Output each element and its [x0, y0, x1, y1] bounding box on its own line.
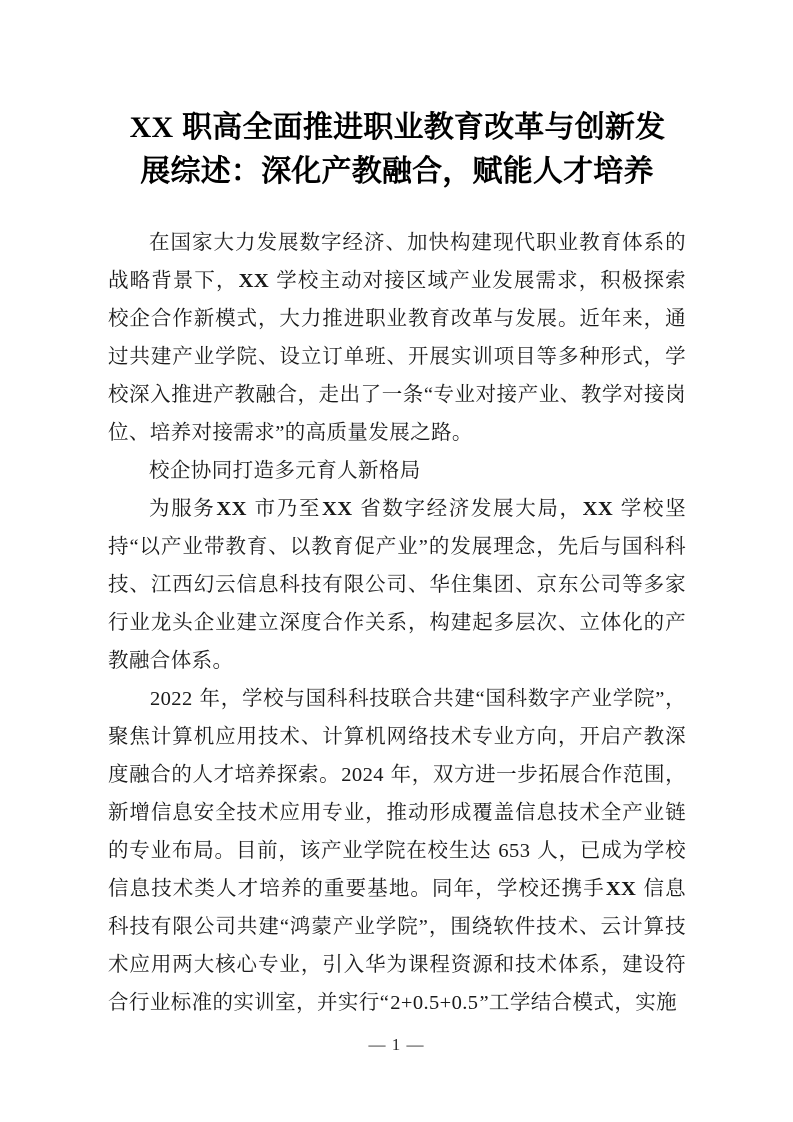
latin-token: XX [216, 498, 247, 520]
title-line-2: 展综述：深化产教融合，赋能人才培养 [140, 155, 654, 188]
numeric-token: 653 [498, 840, 531, 862]
document-body [108, 224, 686, 1022]
document-content [108, 0, 686, 1022]
latin-token: XX [582, 498, 614, 520]
latin-token: XX [322, 498, 353, 520]
numeric-token: 2+0.5+0.5 [390, 992, 479, 1014]
latin-token: XX [129, 111, 174, 144]
latin-token: XX [238, 270, 270, 292]
latin-token: XX [605, 878, 637, 900]
numeric-token: 2022 [150, 688, 193, 710]
title-line-1: XX 职高全面推进职业教育改革与创新发 [129, 111, 666, 144]
paragraph-intro: 在国家大力发展数字经济、加快构建现代职业教育体系的战略背景下，XX 学校主动对接区域产业发展需求，积极探索校企合作新模式，大力推进职业教育改革与发展。近年来，通过共建产业学院、设立订单班、开展实训项目等多种形式，学校深入推进产教融合，走出了一条“专业对接产业、教学对接岗位、培养对接需求”的高质量发展之路。 [108, 232, 687, 444]
section-subheading: 校企协同打造多元育人新格局 [149, 460, 421, 482]
paragraph-partnerships: 为服务XX 市乃至XX 省数字经济发展大局，XX 学校坚持“以产业带教育、以教育促产业”的发展理念，先后与国科科技、江西幻云信息科技有限公司、华住集团、京东公司等多家行业龙头企业建立深度合作关系，构建起多层次、立体化的产教融合体系。 [108, 498, 686, 672]
page-title [108, 0, 686, 194]
page-number-footer: — 1 — [368, 1035, 425, 1054]
paragraph-industry-college: 2022 年，学校与国科科技联合共建“国科数字产业学院”，聚焦计算机应用技术、计算机网络技术专业方向，开启产教深度融合的人才培养探索。2024 年，双方进一步拓展合作范围，新增信息安全技术应用专业，推动形成覆盖信息技术全产业链的专业布局。目前，该产业学院在校生达 653 人，已成为学校信息技术类人才培养的重要基地。同年，学校还携手XX 信息科技有限公司共建“鸿蒙产业学院”，围绕软件技术、云计算技术应用两大核心专业，引入华为课程资源和技术体系，建设符合行业标准的实训室，并实行“2+0.5+0.5”工学结合模式，实施 [108, 688, 687, 1014]
numeric-token: 2024 [341, 764, 384, 786]
